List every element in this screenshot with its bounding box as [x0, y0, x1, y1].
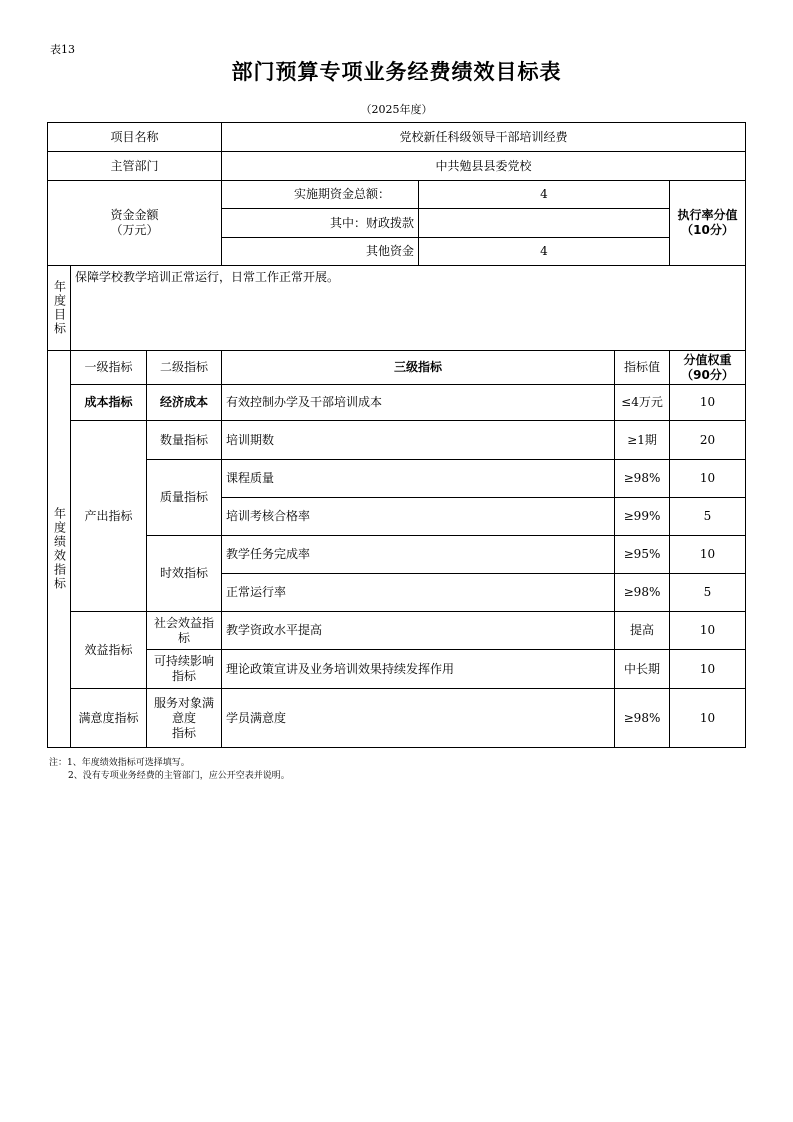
fiscal-appropriation-label: 其中：财政拨款: [329, 215, 414, 230]
fiscal-appropriation-value: [419, 209, 669, 237]
value-pass-rate: ≥99%: [623, 509, 661, 523]
level2-social-benefit: 社会效益指标: [153, 615, 214, 645]
department-value: 中共勉县县委党校: [435, 158, 532, 173]
other-funds-value: 4: [540, 244, 548, 258]
header-level3: 三级指标: [393, 360, 442, 374]
header-indicator-value: 指标值: [623, 360, 660, 374]
weight-normal-operation: 5: [703, 585, 712, 599]
execution-rate-score: 执行率分值 （10分）: [677, 208, 738, 237]
level3-training-sessions: 培训期数: [226, 432, 275, 447]
total-funds-value: 4: [540, 187, 548, 201]
annual-goal-label: 年度目标: [52, 280, 67, 336]
department-label: 主管部门: [110, 158, 159, 173]
annual-performance-label: 年度绩效指标: [52, 507, 67, 591]
funds-amount-label: 资金金额 （万元）: [110, 208, 159, 237]
value-course-quality: ≥98%: [623, 471, 661, 485]
level3-task-completion: 教学任务完成率: [226, 547, 311, 561]
page-title: 部门预算专项业务经费绩效目标表: [231, 60, 562, 84]
weight-pass-rate: 5: [703, 509, 712, 523]
fiscal-year: （2025年度）: [360, 103, 433, 116]
header-weight: 分值权重 （90分）: [681, 352, 734, 382]
annual-goal-text: 保障学校教学培训正常运行，日常工作正常开展。: [75, 269, 340, 284]
value-sessions: ≥1期: [627, 432, 657, 447]
level2-service-satisfaction: 服务对象满意度 指标: [153, 695, 214, 740]
weight-sessions: 20: [699, 432, 716, 447]
table-number: 表13: [50, 43, 75, 56]
level3-cost-control: 有效控制办学及干部培训成本: [226, 395, 383, 409]
header-level1: 一级指标: [84, 360, 133, 374]
value-student-satisfaction: ≥98%: [623, 710, 661, 725]
weight-student-satisfaction: 10: [699, 710, 716, 725]
level2-quantity: 数量指标: [159, 432, 208, 447]
value-cost: ≤4万元: [621, 395, 663, 409]
value-policy-training-effect: 中长期: [623, 661, 660, 676]
weight-policy-training-effect: 10: [699, 661, 716, 676]
weight-course-quality: 10: [699, 471, 716, 485]
level1-satisfaction: 满意度指标: [78, 710, 139, 725]
level2-sustainability: 可持续影响指标: [153, 654, 214, 683]
other-funds-label: 其他资金: [365, 244, 414, 258]
level3-normal-operation: 正常运行率: [226, 585, 287, 599]
level2-economic-cost: 经济成本: [159, 395, 208, 409]
level3-teaching-improvement: 教学资政水平提高: [226, 623, 323, 637]
level2-quality: 质量指标: [159, 490, 208, 504]
weight-teaching-improvement: 10: [699, 623, 716, 637]
level3-policy-training-effect: 理论政策宣讲及业务培训效果持续发挥作用: [226, 661, 455, 676]
level3-pass-rate: 培训考核合格率: [226, 509, 311, 523]
value-normal-operation: ≥98%: [623, 585, 661, 599]
level1-output: 产出指标: [84, 508, 133, 523]
value-teaching-improvement: 提高: [629, 623, 654, 637]
project-name-label: 项目名称: [110, 129, 159, 144]
weight-task-completion: 10: [699, 547, 716, 561]
header-level2: 二级指标: [159, 360, 208, 374]
note-1: 注：1、年度绩效指标可选择填写。: [49, 758, 190, 768]
note-2: 2、没有专项业务经费的主管部门，应公开空表并说明。: [68, 771, 290, 781]
weight-cost: 10: [699, 395, 716, 409]
level3-course-quality: 课程质量: [226, 471, 275, 485]
level2-timeliness: 时效指标: [159, 566, 208, 580]
level3-student-satisfaction: 学员满意度: [226, 710, 287, 725]
project-name-value: 党校新任科级领导干部培训经费: [399, 129, 568, 144]
total-funds-label: 实施期资金总额：: [293, 187, 390, 201]
level1-benefit: 效益指标: [84, 642, 133, 657]
level1-cost: 成本指标: [84, 395, 133, 409]
value-task-completion: ≥95%: [623, 547, 661, 561]
